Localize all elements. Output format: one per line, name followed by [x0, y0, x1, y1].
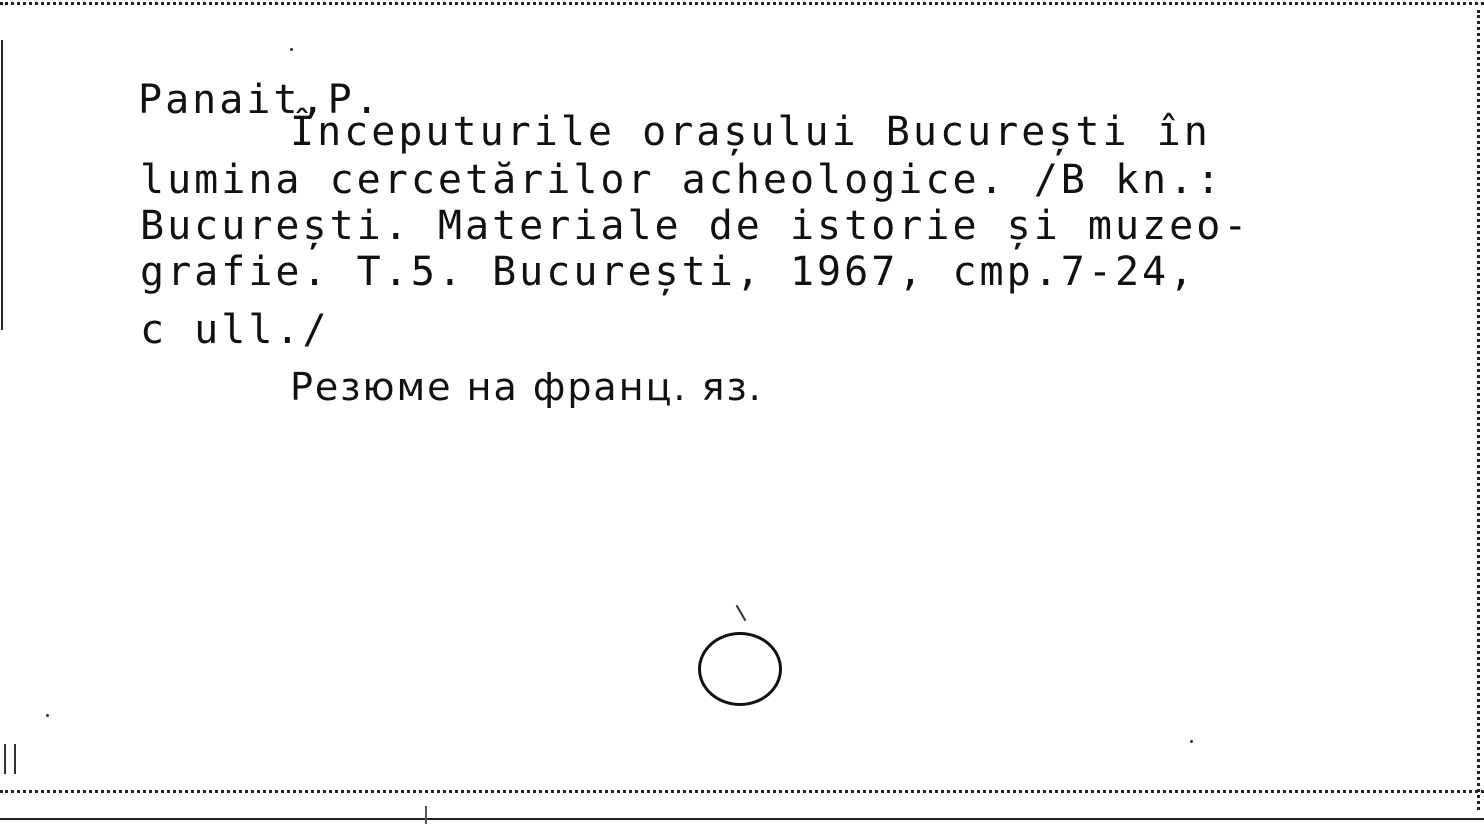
- card-title-line-5: c ull./: [140, 307, 330, 353]
- stray-mark: [736, 605, 747, 622]
- card-title-line-4: grafie. T.5. București, 1967, cmp.7-24,: [140, 249, 1197, 295]
- margin-mark: [4, 744, 16, 774]
- card-author: Panait,P.: [138, 77, 382, 123]
- card-title-line-1: Începuturile orașului București în: [290, 109, 1211, 155]
- card-border-top: [0, 2, 1484, 5]
- speck: [290, 48, 293, 51]
- card-edge-bottom: [0, 818, 1484, 820]
- card-title-line-3: București. Materiale de istorie și muzeo-: [140, 203, 1251, 249]
- speck: [46, 714, 49, 717]
- card-note: Резюме на франц. яз.: [290, 365, 763, 409]
- card-border-bottom: [0, 790, 1484, 793]
- speck: [1190, 740, 1193, 743]
- card-border-right: [1477, 10, 1480, 810]
- card-border-left: [1, 40, 3, 330]
- punch-hole-icon: [698, 632, 782, 706]
- bottom-edge-tick: [425, 806, 427, 824]
- card-title-line-2: lumina cercetărilor acheologice. /B kn.:: [140, 157, 1224, 203]
